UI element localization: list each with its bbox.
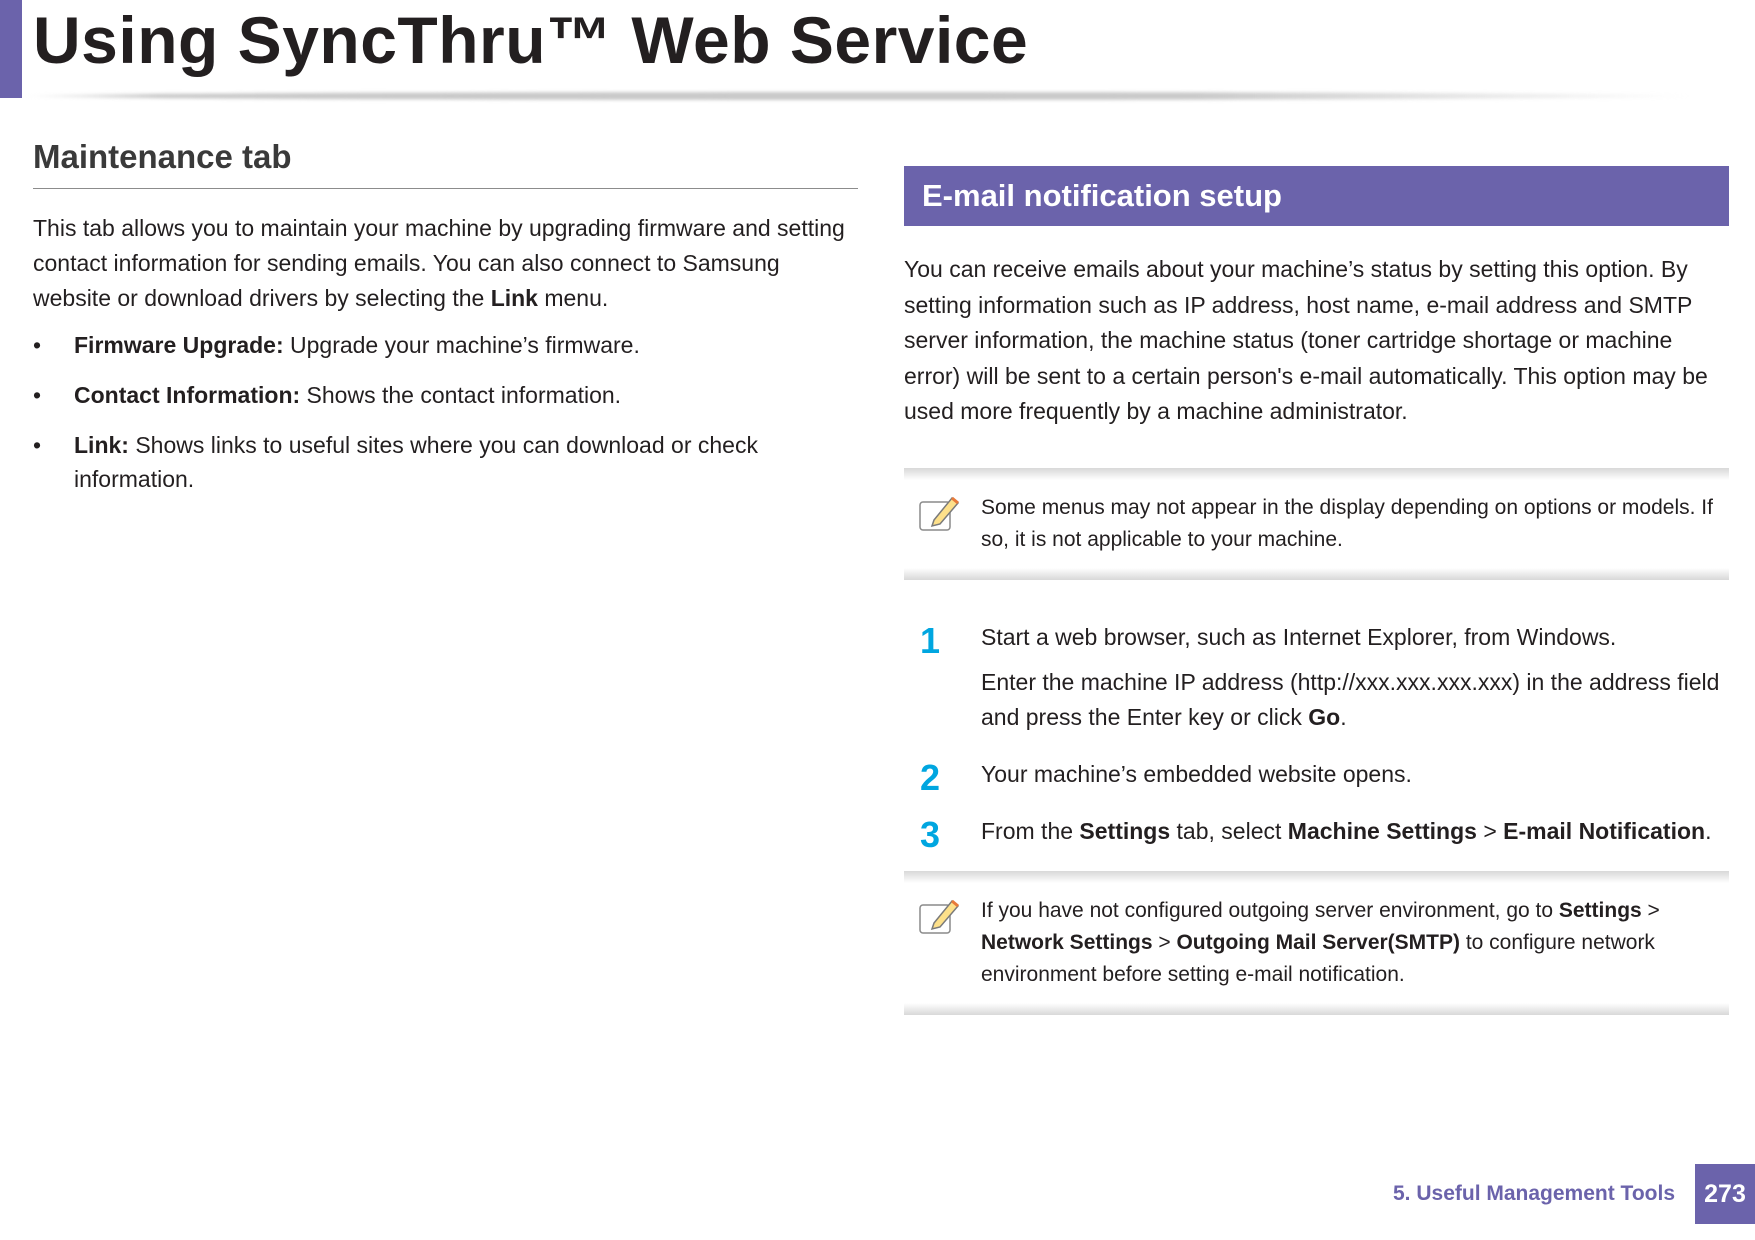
maintenance-heading: Maintenance tab [33,138,858,189]
steps-list [904,619,1729,855]
email-setup-heading: E-mail notification setup [904,166,1729,226]
step-text: Start a web browser, such as Internet Explorer, from Windows. [981,623,1617,650]
step-subtext-end: . [1340,703,1347,730]
note-text-part: If you have not configured outgoing server environment, go to [981,898,1559,922]
note-pencil-icon [918,494,962,534]
bullet-term: Contact Information: [74,382,301,408]
settings-term: Settings [1558,898,1642,922]
maintenance-intro [33,211,858,316]
step-number: 2 [920,756,941,798]
note-text-part: > [1152,930,1177,954]
list-item [33,428,858,496]
step-text-part: tab, select [1170,817,1288,844]
step-text-part: > [1476,817,1504,844]
list-item [33,378,858,412]
email-setup-section [904,166,1729,1015]
step-text [981,814,1729,849]
title-divider [24,92,1694,100]
note-box [904,468,1729,580]
bullet-term: Link: [74,432,129,458]
step-text: Your machine’s embedded website opens. [981,760,1412,787]
machine-settings-term: Machine Settings [1287,817,1477,844]
email-setup-intro: You can receive emails about your machine’s status by setting this option. By setting information such as IP address, host name, e-mail address and SMTP server information, the machine status (toner cartridge shortage or machine error) will be sent to a certain person's e-mail automatically. This option may be used more frequently by a machine administrator. [904,256,1708,424]
page-title: Using SyncThru™ Web Service [33,3,1029,77]
maintenance-section [33,138,858,512]
settings-term: Settings [1079,817,1171,844]
note-text [981,899,1660,986]
step-number: 1 [920,619,941,661]
bullet-text: Shows links to useful sites where you can download or check information. [74,432,758,492]
bullet-icon: • [33,332,42,358]
page-number: 273 [1695,1164,1755,1224]
step-item [904,756,1729,798]
note-pencil-icon [918,897,962,937]
step-subtext-body: Enter the machine IP address (http://xxx.xxx.xxx.xxx) in the address field and press the Enter key or click [981,668,1720,730]
note-box [904,871,1729,1015]
network-settings-term: Network Settings [981,930,1153,954]
go-term: Go [1308,703,1341,730]
list-item [33,328,858,362]
step-subtext [981,665,1729,735]
smtp-term: Outgoing Mail Server(SMTP) [1176,930,1460,954]
step-item [904,813,1729,855]
bullet-icon: • [33,382,42,408]
maintenance-intro-link-term: Link [490,285,538,311]
step-text-part: From the [981,817,1080,844]
step-text-part: . [1705,817,1712,844]
title-accent-bar [0,0,22,98]
step-item [904,620,1729,735]
maintenance-intro-text: This tab allows you to maintain your machine by upgrading firmware and setting contact information for sending emails. You can also connect to Samsung website or download drivers by selecting the [33,215,845,311]
bullet-text: Shows the contact information. [300,382,622,408]
email-notification-term: E-mail Notification [1503,817,1706,844]
bullet-text: Upgrade your machine’s firmware. [283,332,640,358]
note-text: Some menus may not appear in the display depending on options or models. If so, it is not applicable to your machine. [981,495,1713,551]
bullet-icon: • [33,432,42,458]
page-footer [1393,1164,1755,1224]
note-text-part: to configure network environment before setting e-mail notification. [981,930,1655,986]
maintenance-intro-suffix: menu. [537,285,609,311]
bullet-term: Firmware Upgrade: [74,332,284,358]
maintenance-bullets [33,328,858,496]
note-text-part: > [1641,898,1660,922]
footer-chapter: 5. Useful Management Tools [1393,1182,1675,1205]
step-number: 3 [920,813,941,855]
